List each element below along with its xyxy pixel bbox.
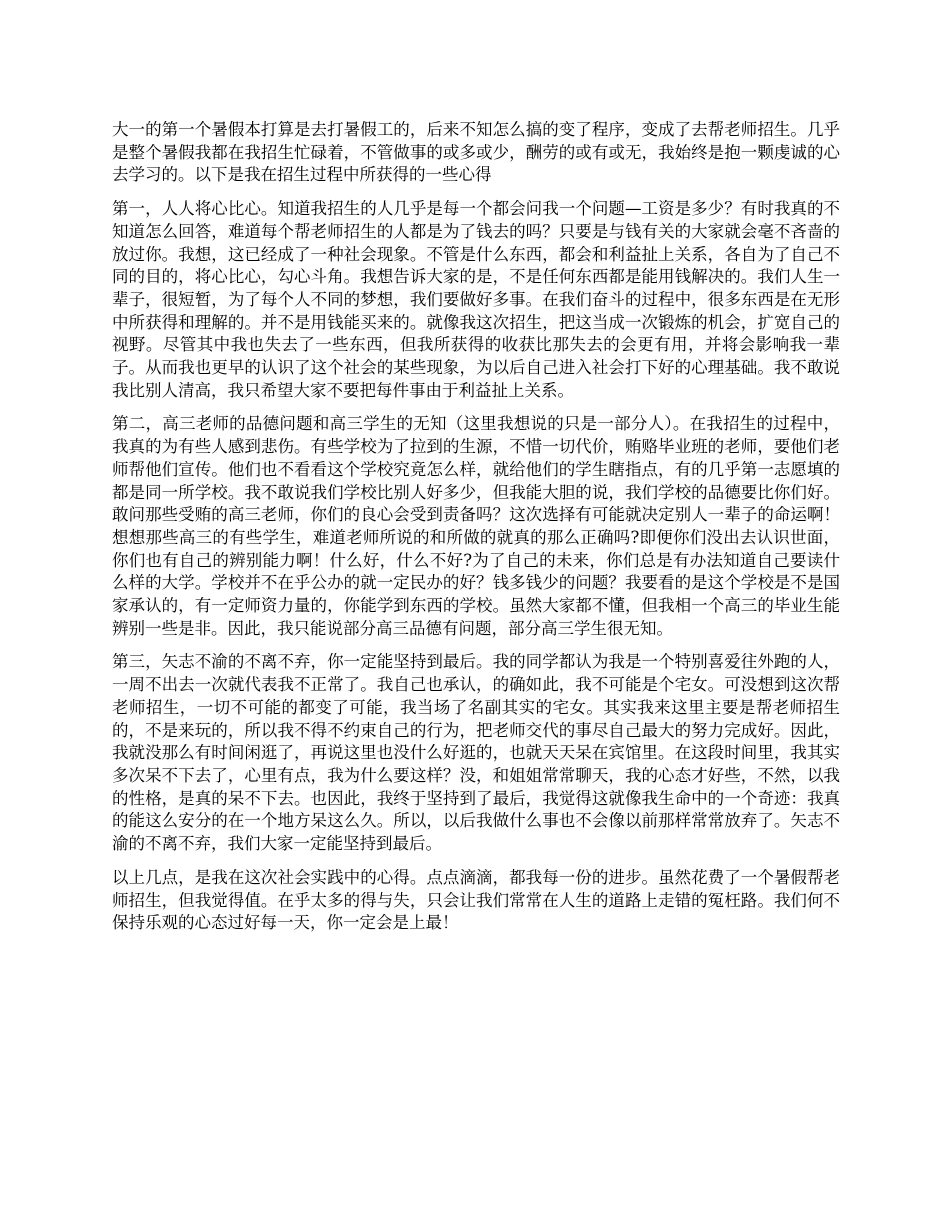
intro-paragraph: 大一的第一个暑假本打算是去打暑假工的，后来不知怎么搞的变了程序，变成了去帮老师招生。几乎是整个暑假我都在我招生忙碌着，不管做事的或多或少，酬劳的或有或无，我始终是抱一颗虔诚的心去学习的。以下是我在招生过程中所获得的一些心得 — [112, 120, 840, 185]
point-three-paragraph: 第三，矢志不渝的不离不弃，你一定能坚持到最后。我的同学都认为我是一个特别喜爱往外跑的人，一周不出去一次就代表我不正常了。我自己也承认，的确如此，我不可能是个宅女。可没想到这次帮老师招生，一切不可能的都变了可能，我当场了名副其实的宅女。其实我来这里主要是帮老师招生的，不是来玩的，所以我不得不约束自己的行为，把老师交代的事尽自己最大的努力完成好。因此，我就没那么有时间闲逛了，再说这里也没什么好逛的，也就天天呆在宾馆里。在这段时间里，我其实多次呆不下去了，心里有点，我为什么要这样？没，和姐姐常常聊天，我的心态才好些，不然，以我的性格，是真的呆不下去。也因此，我终于坚持到了最后，我觉得这就像我生命中的一个奇迹：我真的能这么安分的在一个地方呆这么久。所以，以后我做什么事也不会像以前那样常常放弃了。矢志不渝的不离不弃，我们大家一定能坚持到最后。 — [112, 652, 840, 854]
document-body — [112, 119, 840, 946]
conclusion-paragraph: 以上几点，是我在这次社会实践中的心得。点点滴滴，都我每一份的进步。虽然花费了一个暑假帮老师招生，但我觉得值。在乎太多的得与失，只会让我们常常在人生的道路上走错的冤枉路。我们何不保持乐观的心态过好每一天，你一定会是上最！ — [112, 867, 840, 933]
point-two-paragraph: 第二，高三老师的品德问题和高三学生的无知（这里我想说的只是一部分人）。在我招生的过程中，我真的为有些人感到悲伤。有些学校为了拉到的生源，不惜一切代价，贿赂毕业班的老师，要他们老师帮他们宣传。他们也不看看这个学校究竟怎么样，就给他们的学生瞎指点，有的几乎第一志愿填的都是同一所学校。我不敢说我们学校比别人好多少，但我能大胆的说，我们学校的品德要比你们好。敢问那些受贿的高三老师，你们的良心会受到责备吗？这次选择有可能就决定别人一辈子的命运啊！想想那些高三的有些学生，难道老师所说的和所做的就真的那么正确吗?即便你们没出去认识世面，你们也有自己的辨别能力啊！什么好，什么不好?为了自己的未来，你们总是有办法知道自己要读什么样的大学。学校并不在乎公办的就一定民办的好？钱多钱少的问题？我要看的是这个学校是不是国家承认的，有一定师资力量的，你能学到东西的学校。虽然大家都不懂，但我相一个高三的毕业生能辨别一些是非。因此，我只能说部分高三品德有问题，部分高三学生很无知。 — [112, 414, 840, 638]
point-one-paragraph: 第一，人人将心比心。知道我招生的人几乎是每一个都会问我一个问题—工资是多少？有时我真的不知道怎么回答，难道每个帮老师招生的人都是为了钱去的吗？只要是与钱有关的大家就会毫不吝啬的放过你。我想，这已经成了一种社会现象。不管是什么东西，都会和利益扯上关系，各自为了自己不同的目的，将心比心，勾心斗角。我想告诉大家的是，不是任何东西都是能用钱解决的。我们人生一辈子，很短暂，为了每个人不同的梦想，我们要做好多事。在我们奋斗的过程中，很多东西是在无形中所获得和理解的。并不是用钱能买来的。就像我这次招生，把这当成一次锻炼的机会，扩宽自己的视野。尽管其中我也失去了一些东西，但我所获得的收获比那失去的会更有用，并将会影响我一辈子。从而我也更早的认识了这个社会的某些现象，为以后自己进入社会打下好的心理基础。我不敢说我比别人清高，我只希望大家不要把每件事由于利益扯上关系。 — [112, 199, 840, 400]
